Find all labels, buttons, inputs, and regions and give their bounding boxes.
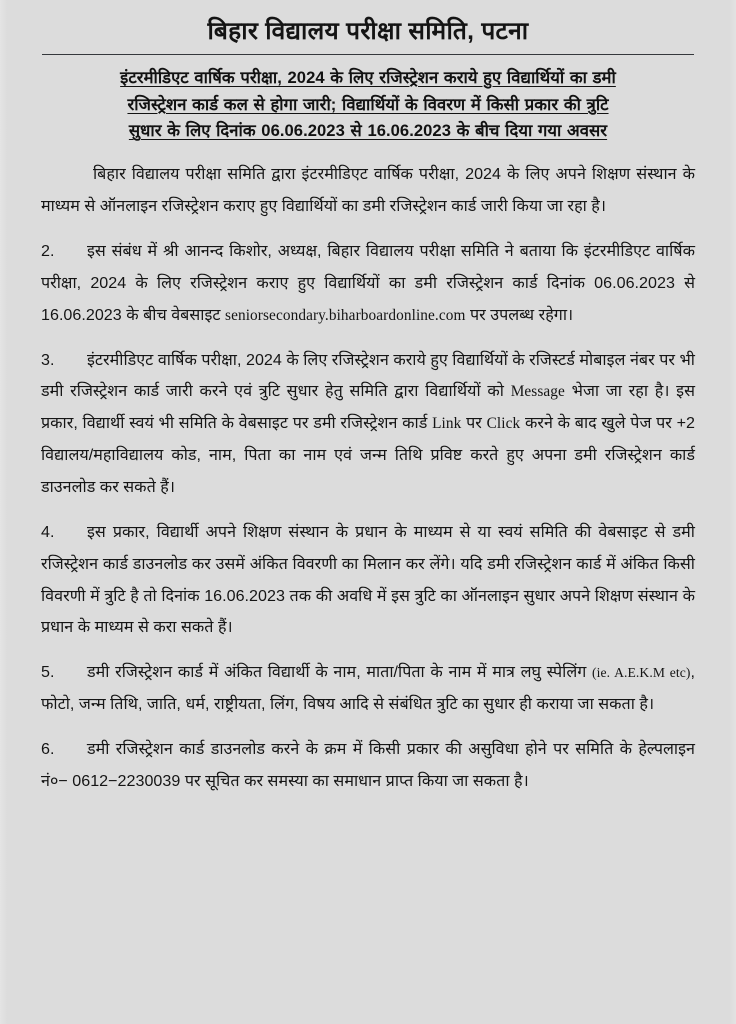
paragraph-number: 6. xyxy=(41,740,55,758)
body-copy xyxy=(41,159,695,797)
paragraph-text: इस संबंध में श्री आनन्द किशोर, अध्यक्ष, बिहार विद्यालय परीक्षा समिति ने बताया कि इंटरमीडिएट वार्षिक परीक्षा, 2024 के लिए रजिस्ट्रेशन कराए हुए विद्यार्थियों का डमी रजिस्ट्रेशन कार्ड दिनांक 06.06.2023 से 16.06.2023 के बीच वेबसाइट xyxy=(41,241,695,324)
paragraph-number: 3. xyxy=(41,350,55,369)
paragraph-text: इंटरमीडिएट वार्षिक परीक्षा, 2024 के लिए रजिस्ट्रेशन कराये हुए विद्यार्थियों के रजिस्टर्ड मोबाइल नंबर पर भी डमी रजिस्ट्रेशन कार्ड जारी करने एवं त्रुटि सुधार हेतु समिति द्वारा विद्यार्थियों को xyxy=(41,350,695,401)
paragraph-text: डमी रजिस्ट्रेशन कार्ड में अंकित विद्यार्थी के नाम, माता/पिता के नाम में मात्र लघु स्पेलिंग xyxy=(87,663,593,682)
paragraph-2 xyxy=(41,236,695,332)
paragraph-text: भेजा जा रहा है। इस प्रकार, विद्यार्थी स्वयं भी समिति के वेबसाइट पर डमी रजिस्ट्रेशन कार्ड xyxy=(41,382,695,433)
headline-line-1: इंटरमीडिएट वार्षिक परीक्षा, 2024 के लिए रजिस्ट्रेशन कराये हुए विद्यार्थियों का डमी xyxy=(120,67,616,87)
paragraph-text: इस प्रकार, विद्यार्थी अपने शिक्षण संस्थान के प्रधान के माध्यम से या स्वयं समिति की वेबसाइट से डमी रजिस्ट्रेशन कार्ड डाउनलोड कर उसमें अंकित विवरणी का मिलान कर लेंगे। यदि डमी रजिस्ट्रेशन कार्ड में अंकित किसी विवरणी में त्रुटि है तो दिनांक 16.06.2023 तक की अवधि में इस त्रुटि का ऑनलाइन सुधार अपने शिक्षण संस्थान के प्रधान के माध्यम से करा सकते हैं। xyxy=(41,522,695,637)
masthead xyxy=(41,0,695,55)
paragraph-number: 4. xyxy=(41,522,55,541)
headline-line-3: सुधार के लिए दिनांक 06.06.2023 से 16.06.2023 के बीच दिया गया अवसर xyxy=(128,121,608,141)
header-divider xyxy=(42,54,694,55)
paragraph-text-tail: करने के बाद खुले पेज पर +2 विद्यालय/महाविद्यालय कोड, नाम, पिता का नाम एवं जन्म तिथि प्रविष्ट करते हुए अपना डमी रजिस्ट्रेशन कार्ड डाउनलोड कर सकते हैं। xyxy=(41,414,696,496)
paragraph-6 xyxy=(41,734,695,798)
paragraph-5 xyxy=(41,657,695,721)
headline-line-2: रजिस्ट्रेशन कार्ड कल से होगा जारी; विद्यार्थियों के विवरण में किसी प्रकार की त्रुटि xyxy=(127,94,609,114)
paragraph-text: डमी रजिस्ट्रेशन कार्ड डाउनलोड करने के क्रम में किसी प्रकार की असुविधा होने पर समिति के हेल्पलाइन नं०− 0612−2230039 पर सूचित कर समस्या का समाधान प्राप्त किया जा सकता है। xyxy=(41,740,695,790)
spelling-example-note: (ie. A.E.K.M etc) xyxy=(592,665,691,681)
paragraph-text: बिहार विद्यालय परीक्षा समिति द्वारा इंटरमीडिएट वार्षिक परीक्षा, 2024 के लिए अपने शिक्षण संस्थान के माध्यम से ऑनलाइन रजिस्ट्रेशन कराए हुए विद्यार्थियों का डमी रजिस्ट्रेशन कार्ड जारी किया जा रहा है। xyxy=(41,165,695,216)
paragraph-4 xyxy=(41,517,695,644)
paragraph-text-tail: पर उपलब्ध रहेगा। xyxy=(465,305,574,324)
paragraph-text-tail: , फोटो, जन्म तिथि, जाति, धर्म, राष्ट्रीयता, लिंग, विषय आदि से संबंधित त्रुटि का सुधार ही कराया जा सकता है। xyxy=(41,663,695,714)
inline-word-click: Click xyxy=(486,415,521,433)
inline-word-message: Message xyxy=(510,383,565,401)
paragraph-text: पर xyxy=(461,414,487,433)
website-url[interactable]: seniorsecondary.biharboardonline.com xyxy=(225,306,466,324)
headline-block xyxy=(41,65,695,146)
organization-title: बिहार विद्यालय परीक्षा समिति, पटना xyxy=(207,18,529,45)
paragraph-intro xyxy=(41,159,695,223)
paragraph-3 xyxy=(41,345,695,504)
paragraph-number: 5. xyxy=(41,663,55,682)
paragraph-number: 2. xyxy=(41,241,55,260)
inline-word-link: Link xyxy=(432,415,462,433)
